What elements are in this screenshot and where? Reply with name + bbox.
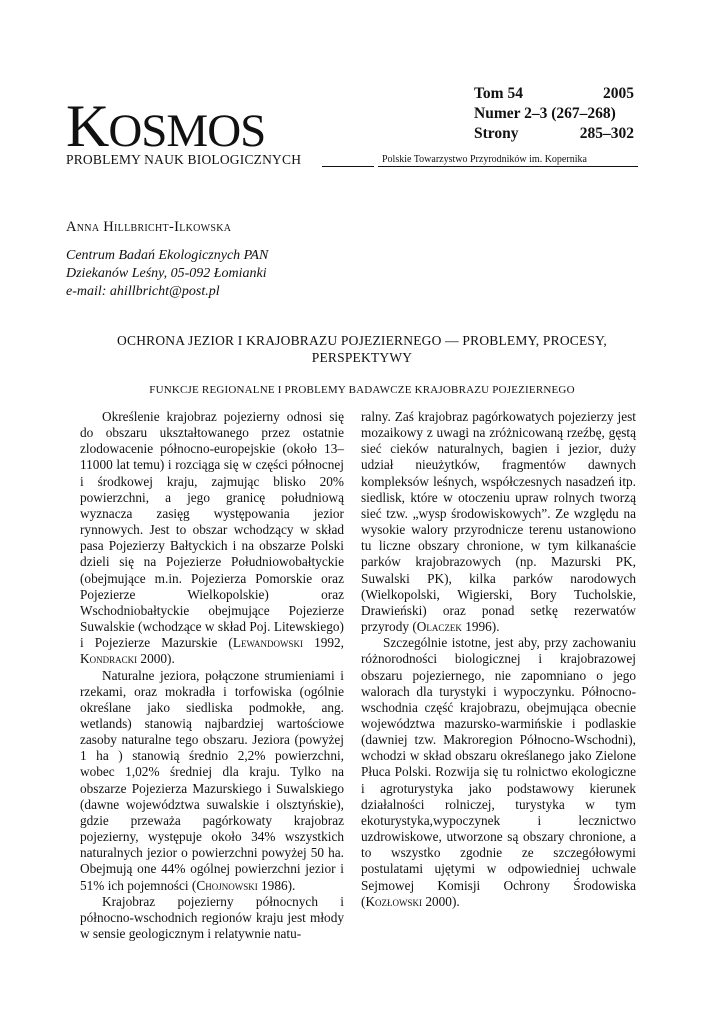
citation-chojnowski: Chojnowski <box>196 877 258 893</box>
citation-kozlowski: Kozłowski <box>365 893 423 909</box>
author-last-name: Hillbricht-Ilkowska <box>103 219 232 235</box>
affiliation-email[interactable]: e-mail: ahillbricht@post.pl <box>66 284 220 299</box>
issue-pages-row <box>474 124 634 144</box>
paragraph-1-text: Określenie krajobraz pojezierny odnosi się do obszaru ukształtowanego przez ostatnie zlodowacenie północno-europejskie (około 13–11000 lat temu) i rozciąga się w części północnej i środkowej kraju, zajmując blisko 20% powierzchni, a jego granicę południową wyznacza zasięg występowania jezior rynnowych. Jest to obszar wchodzący w skład pasa Pojezierzy Bałtyckich i na obszarze Polski dzieli się na Pojezierze Południowobałtyckie (obejmujące m.in. Pojezierza Pomorskie oraz Pojezierze Wielkopolskie) oraz Wschodniobałtyckie obejmujące Pojezierze Suwalskie (wchodzące w skład Poj. Litewskiego) i Pojezierze Mazurskie ( <box>80 409 344 651</box>
logo-initial: K <box>66 93 109 159</box>
author-first-name: Anna <box>66 219 104 235</box>
affiliation-address: Dziekanów Leśny, 05-092 Łomianki <box>66 266 267 281</box>
issue-number-row <box>474 104 634 124</box>
paragraph-1-text-c: 2000). <box>137 651 175 667</box>
issue-pages: 285–302 <box>579 125 634 142</box>
affiliation-institution: Centrum Badań Ekologicznych PAN <box>66 248 269 263</box>
paragraph-2-text-b: 1986). <box>257 877 296 893</box>
issue-number: Numer 2–3 (267–268) <box>474 105 616 122</box>
citation-olaczek: Olaczek <box>416 619 462 635</box>
citation-lewandowski: Lewandowski <box>232 635 303 651</box>
article-title: OCHRONA JEZIOR I KRAJOBRAZU POJEZIERNEGO — PROBLEMY, PROCESY, PERSPEKTYWY <box>117 333 607 365</box>
author-affiliation <box>66 247 268 301</box>
paragraph-1-text-b: 1992, <box>303 635 344 651</box>
issue-year: 2005 <box>603 85 634 102</box>
issue-volume-row <box>474 84 634 104</box>
paragraph-3: Krajobraz pojezierny północnych i północno-wschodnich regionów kraju jest młody w sensie geologicznym i relatywnie natu- <box>80 893 344 941</box>
masthead-rule-left <box>322 166 374 167</box>
paragraph-5 <box>361 635 636 910</box>
body-column-left <box>80 409 344 942</box>
issue-pages-label: Strony <box>474 125 519 142</box>
author-name <box>66 219 231 236</box>
paragraph-5-text-b: 2000). <box>422 893 460 909</box>
section-heading: FUNKCJE REGIONALNE I PROBLEMY BADAWCZE KRAJOBRAZU POJEZIERNEGO <box>149 384 575 396</box>
paragraph-4-text-b: 1996). <box>461 619 500 635</box>
logo-rest: OSMOS <box>108 105 266 157</box>
journal-subtitle: PROBLEMY NAUK BIOLOGICZNYCH <box>66 152 302 167</box>
paragraph-1 <box>80 409 344 668</box>
society-name: Polskie Towarzystwo Przyrodników im. Kopernika <box>382 154 587 165</box>
paragraph-2 <box>80 668 344 894</box>
citation-kondracki: Kondracki <box>80 651 138 667</box>
paragraph-4 <box>361 409 636 635</box>
issue-info <box>474 84 634 144</box>
body-column-right <box>361 409 636 910</box>
paragraph-2-text: Naturalne jeziora, połączone strumieniami i rzekami, oraz mokradła i torfowiska (ogólnie określane jako siedliska podmokłe, ang. wetlands) stanowią najbardziej wartościowe zasoby naturalne tego obszaru. Jeziora (powyżej 1 ha ) stanowią średnio 2,2% powierzchni, wobec 1,02% średniej dla kraju. Tylko na obszarze Pojezierza Mazurskiego i Suwalskiego (dawne województwa suwalskie i olsztyńskie), gdzie przeważa pagórkowaty krajobraz pojezierny, występuje około 34% wszystkich naturalnych jezior o powierzchni powyżej 50 ha. Obejmują one 44% ogólnej powierzchni jezior i 51% ich pojemności ( <box>80 667 344 893</box>
paragraph-4-text: ralny. Zaś krajobraz pagórkowatych pojezierzy jest mozaikowy z uwagi na zróżnicowaną rzeźbę, gęstą sieć cieków naturalnych, bagien i jezior, duży udział nieużytków, fragmentów dawnych kompleksów leśnych, współczesnych nasadzeń itp. siedlisk, które w otoczeniu upraw rolnych tworzą sieć tzw. „wysp środowiskowych”. Ze względu na wysokie walory przyrodnicze terenu ustanowiono tu liczne obszary chronione, w tym kilkanaście parków krajobrazowych (np. Mazurski PK, Suwalski PK), kilka parków narodowych (Wielkopolski, Wigierski, Bory Tucholskie, Drawieński) oraz ponad setkę rezerwatów przyrody ( <box>361 409 636 635</box>
issue-volume: Tom 54 <box>474 85 523 102</box>
masthead-rule-right <box>378 166 638 167</box>
paragraph-5-text: Szczególnie istotne, jest aby, przy zachowaniu różnorodności biologicznej i krajobrazowej obszaru pojeziernego, nie zapomniano o jego walorach dla turystyki i wypoczynku. Północno-wschodnia część krajobrazu, obejmująca obecnie województwa mazursko-warmińskie i podlaskie (dawniej tzw. Makroregion Północno-Wschodni), wchodzi w skład obszaru określanego jako Zielone Płuca Polski. Rozwija się tu rolnictwo ekologiczne i agroturystyka jako podstawowy kierunek działalności rolniczej, turystyka w tym ekoturystyka,wypoczynek i lecznictwo uzdrowiskowe, utworzone są obszary chronione, a to wszystko zgodnie ze szczegółowymi postulatami ujętymi w odpowiedniej uchwale Sejmowej Komisji Ochrony Środowiska ( <box>361 635 636 909</box>
